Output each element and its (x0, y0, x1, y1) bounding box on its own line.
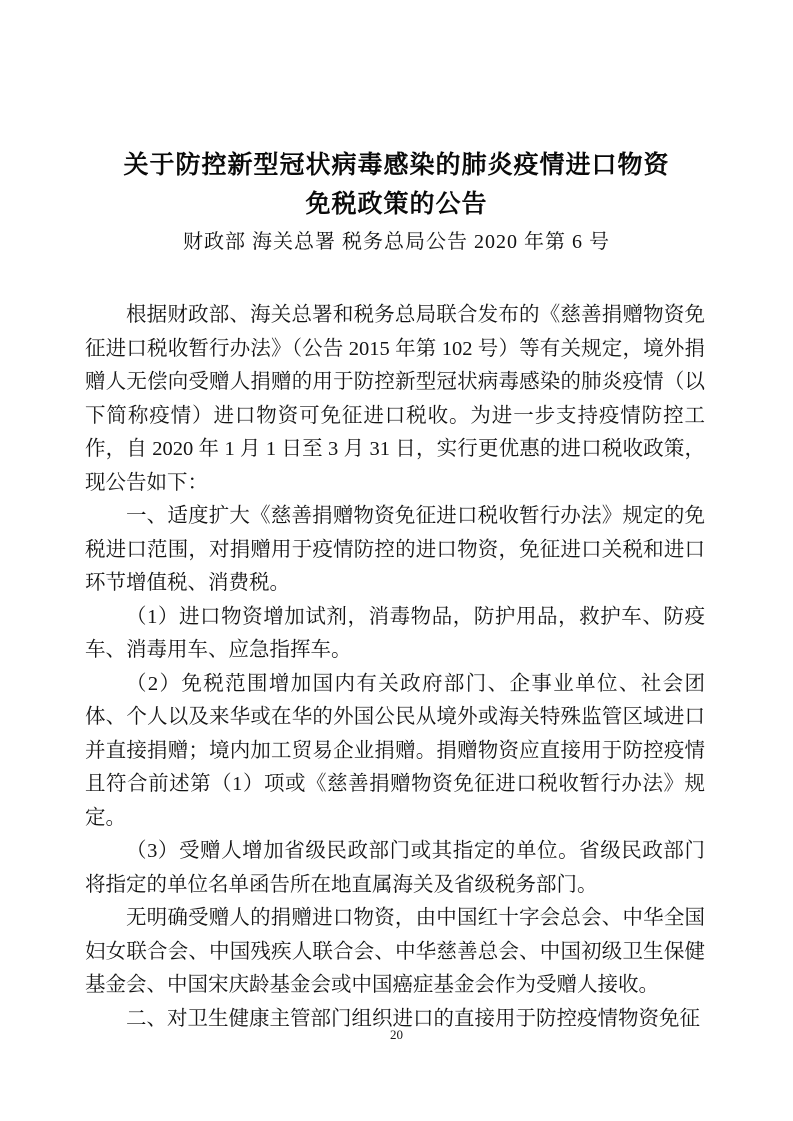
document-subtitle: 财政部 海关总署 税务总局公告 2020 年第 6 号 (183, 231, 610, 253)
paragraph-recipients: 无明确受赠人的捐赠进口物资，由中国红十字会总会、中华全国妇女联合会、中国残疾人联合会、中华慈善总会、中国初级卫生保健基金会、中国宋庆龄基金会或中国癌症基金会作为受赠人接收。 (85, 907, 705, 996)
document-title-line2: 免税政策的公告 (305, 191, 488, 218)
paragraph-item-1-sub3: （3）受赠人增加省级民政部门或其指定的单位。省级民政部门将指定的单位名单函告所在地直属海关及省级税务部门。 (85, 840, 705, 896)
document-title (0, 146, 793, 224)
paragraph-item-1-sub1: （1）进口物资增加试剂，消毒物品，防护用品，救护车、防疫车、消毒用车、应急指挥车。 (85, 605, 705, 661)
document-body (85, 299, 705, 1036)
paragraph-item-1-sub2: （2）免税范围增加国内有关政府部门、企事业单位、社会团体、个人以及来华或在华的外国公民从境外或海关特殊监管区域进口并直接捐赠；境内加工贸易企业捐赠。捐赠物资应直接用于防控疫情且符合前述第（1）项或《慈善捐赠物资免征进口税收暂行办法》规定。 (85, 672, 705, 829)
paragraph-intro: 根据财政部、海关总署和税务总局联合发布的《慈善捐赠物资免征进口税收暂行办法》（公告 2015 年第 102 号）等有关规定，境外捐赠人无偿向受赠人捐赠的用于防控新型冠状病毒感染的肺炎疫情（以下简称疫情）进口物资可免征进口税收。为进一步支持疫情防控工作，自 2020 年 1 月 1 日至 3 月 31 日，实行更优惠的进口税收政策，现公告如下： (85, 304, 705, 494)
page-number: 20 (390, 1027, 403, 1042)
paragraph-item-2: 二、对卫生健康主管部门组织进口的直接用于防控疫情物资免征 (126, 1007, 700, 1030)
paragraph-item-1: 一、适度扩大《慈善捐赠物资免征进口税收暂行办法》规定的免税进口范围，对捐赠用于疫情防控的进口物资，免征进口关税和进口环节增值税、消费税。 (85, 505, 705, 594)
document-title-line1: 关于防控新型冠状病毒感染的肺炎疫情进口物资 (123, 152, 670, 179)
